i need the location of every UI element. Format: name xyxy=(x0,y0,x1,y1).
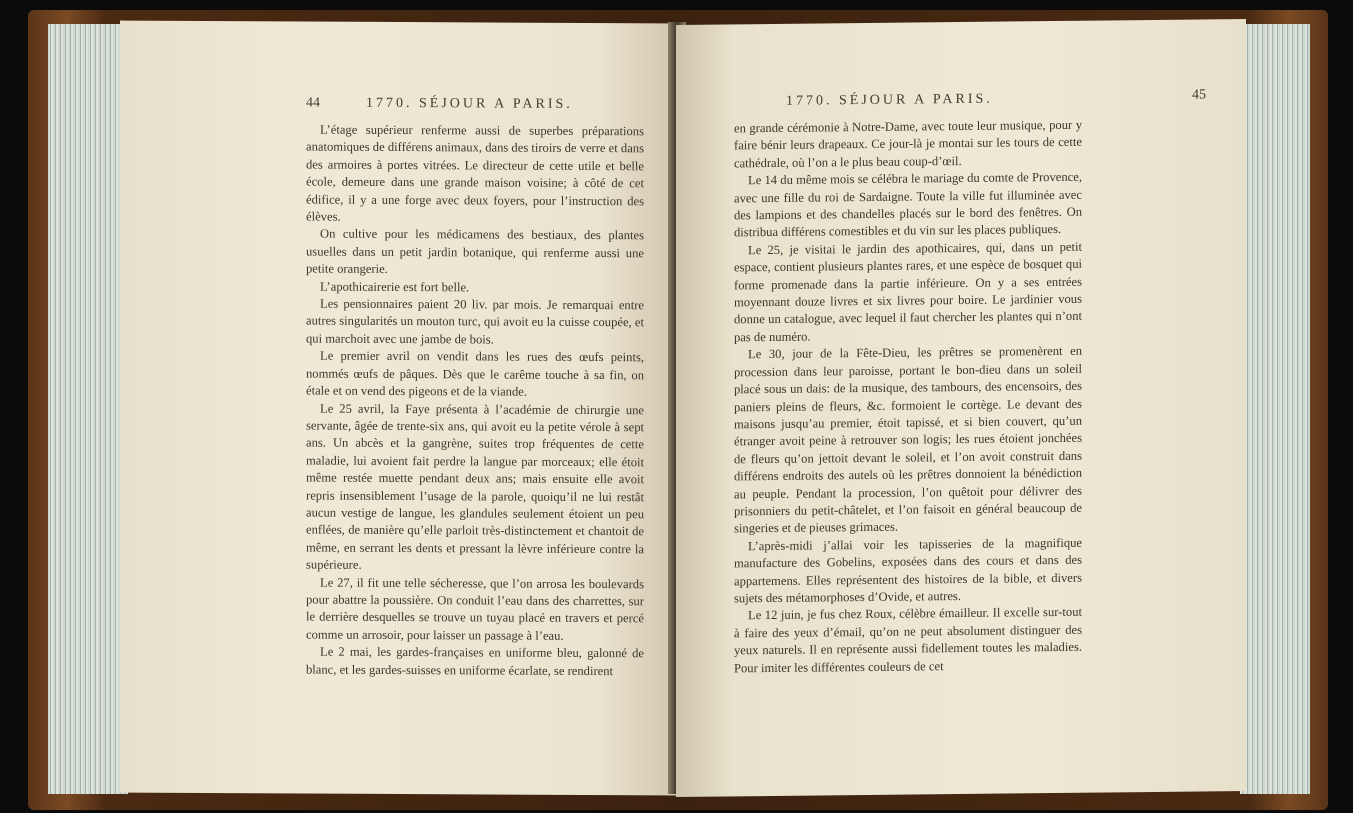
paragraph: Le premier avril on vendit dans les rues des œufs peints, nommés œufs de pâques. Dès que le carême touche à sa fin, on étale et on vend des pigeons et de la viande. xyxy=(306,348,644,399)
left-page-number: 44 xyxy=(306,95,320,111)
right-page-text xyxy=(734,117,1082,678)
paragraph: Le 25 avril, la Faye présenta à l’académie de chirurgie une servante, âgée de trente-six ans, qui avoit eu la petite vérole à sept ans. Un abcès et la gangrène, suites trop fréquentes de cette maladie, lui avoient fait perdre la langue par morceaux; elle étoit même restée muette pendant deux ans; mais ensuite elle avoit repris insensiblement l’usage de la parole, quoiqu’il ne lui restât aucun vestige de langue, les glandules seulement étoient un peu enflées, de manière qu’elle parloit très-distinctement et chantoit de même, en serrant les dents et pressant la lèvre inférieure contre la supérieure. xyxy=(306,401,644,572)
page-edges-right xyxy=(1240,24,1310,794)
right-page xyxy=(676,19,1246,797)
right-running-head: 1770. SÉJOUR A PARIS. xyxy=(786,91,993,109)
paragraph: On cultive pour les médicamens des bestiaux, des plantes usuelles dans un petit jardin botanique, qui renferme aussi une petite orangerie. xyxy=(306,227,644,277)
paragraph: Le 14 du même mois se célébra le mariage du comte de Provence, avec une fille du roi de Sardaigne. Toute la ville fut illuminée avec des lampions et des chandelles placés sur le bord des fenêtres. On distribua différens comestibles et du vin sur les places publiques. xyxy=(734,169,1082,240)
paragraph: Les pensionnaires paient 20 liv. par mois. Je remarquai entre autres singularités un mouton turc, qui avoit eu la cuisse coupée, et qui marchoit avec une jambe de bois. xyxy=(306,296,644,347)
paragraph: Le 25, je visitai le jardin des apothicaires, qui, dans un petit espace, contient plusieurs plantes rares, et une espèce de bosquet qui forme promenade dans la partie inférieure. On y a ses entrées moyennant douze livres et six livres pour boire. Le jardinier vous donne un catalogue, avec lequel il faut chercher les plantes qui n’ont pas de numéro. xyxy=(734,239,1082,345)
left-running-head: 1770. SÉJOUR A PARIS. xyxy=(366,95,573,112)
paragraph: L’étage supérieur renferme aussi de superbes préparations anatomiques de différens animaux, dans des tiroirs de verre et dans des armoires à portes vitrées. Le directeur de cette utile et belle école, demeure dans une grande maison voisine; à côté de cet édifice, il y a une forge avec deux foyers, pour l’instruction des élèves. xyxy=(306,122,644,224)
page-edges-left xyxy=(48,24,128,794)
left-page xyxy=(120,21,680,796)
paragraph: en grande cérémonie à Notre-Dame, avec toute leur musique, pour y faire bénir leurs drapeaux. Ce jour-là je montai sur les tours de cette cathédrale, où l’on a le plus beau coup-d’œil. xyxy=(734,117,1082,171)
left-page-text xyxy=(306,122,644,681)
right-page-number: 45 xyxy=(1192,87,1206,103)
paragraph: L’apothicairerie est fort belle. xyxy=(320,279,470,295)
paragraph: Le 27, il fit une telle sécheresse, que l’on arrosa les boulevards pour abattre la poussière. On conduit l’eau dans des charrettes, sur le derrière desquelles se trouve un tuyau placé en travers et percé comme un arrosoir, pour laisser un passage à l’eau. xyxy=(306,575,644,643)
paragraph: Le 12 juin, je fus chez Roux, célèbre émailleur. Il excelle sur-tout à faire des yeux d’émail, qu’on ne peut absolument distinguer des yeux naturels. Il en représente aussi fidellement toutes les maladies. Pour imiter les différentes couleurs de cet xyxy=(734,605,1082,675)
paragraph: L’après-midi j’allai voir les tapisseries de la magnifique manufacture des Gobelins, exposées dans des cours et dans des appartemens. Elles représentent des histoires de la bible, et divers sujets des métamorphoses d’Ovide, et autres. xyxy=(734,535,1082,606)
paragraph: Le 2 mai, les gardes-françaises en uniforme bleu, galonné de blanc, et les gardes-suisses en uniforme écarlate, se rendirent xyxy=(306,644,644,678)
paragraph: Le 30, jour de la Fête-Dieu, les prêtres se promenèrent en procession dans leur paroisse, portant le bon-dieu dans un soleil placé sous un dais: de la musique, des tambours, des encensoirs, des paniers pleins de fleurs, &c. formoient le cortège. Le devant des maisons jusqu’au premier, étoit tapissé, et si bien couvert, qu’un étranger avoit peine à retrouver son logis; les rues étoient jonchées de fleurs qu’on jettoit devant le soleil, et l’on avoit construit dans différens endroits des autels où les prêtres donnoient la bénédiction au peuple. Pendant la procession, l’on quêtoit pour délivrer des prisonniers du petit-châtelet, et l’on faisoit en général beaucoup de singeries et de pieuses grimaces. xyxy=(734,344,1082,536)
